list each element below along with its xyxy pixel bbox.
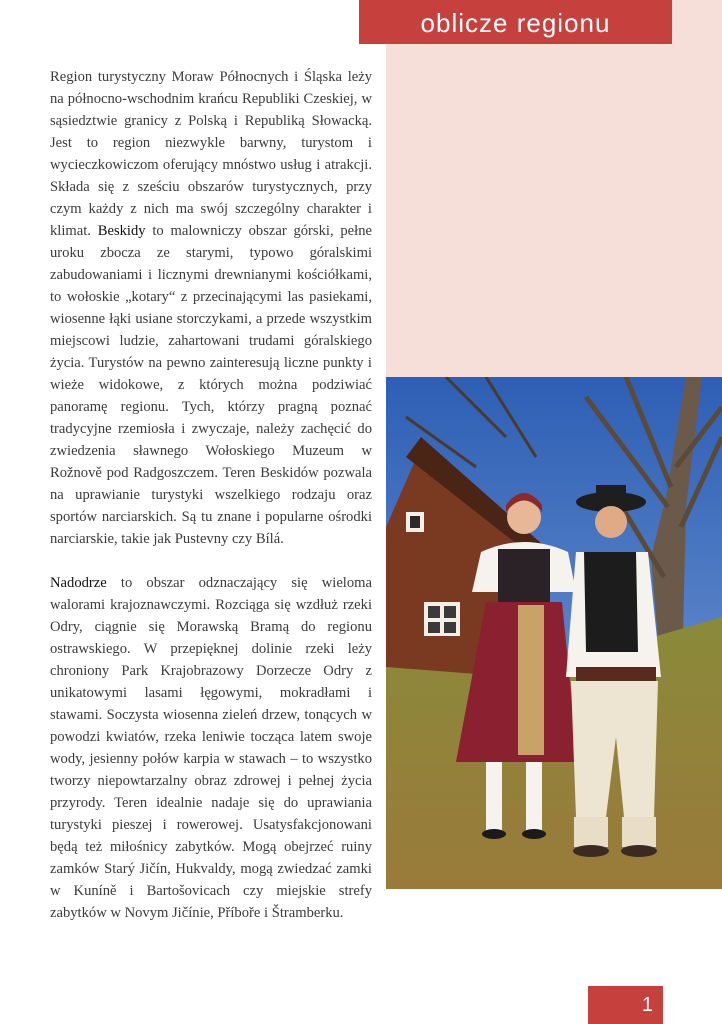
paragraph-nadodrze (50, 572, 372, 924)
section-title (359, 0, 672, 44)
paragraph-intro: Region turystyczny Moraw Północnych i Śląska leży na północno-wschodnim krańcu Republiki Czeskiej, w sąsiedztwie granicy z Polską i Republiką Słowacką. Jest to region niezwykle barwny, turystom i wycieczkowiczom oferujący mnóstwo usług i atrakcji. Składa się z sześciu obszarów turystycznych, przy czym każdy z nich ma swój szczególny charakter i klimat. (50, 69, 372, 239)
paragraph-nadodrze-body: to obszar odznaczający się wieloma walorami krajoznawczymi. Rozciąga się wzdłuż rzeki Odry, ciągnie się Morawską Bramą do regionu ostrawskiego. W przepięknej dolinie rzeki leży chroniony Park Krajobrazowy Dorzecze Odry z unikatowymi lasami łęgowymi, mokradłami i stawami. Soczysta wiosenna zieleń drzew, tonących w powodzi kwiatów, rzeka leniwie tocząca latem swoje wody, jesienny połów karpia w stawach – to wszystko tworzy niepowtarzalny obraz zdrowej i pełnej życia przyrody. Teren idealnie nadaje się do uprawiania turystyki pieszej i rowerowej. Usatysfakcjonowani będą też miłośnicy zabytków. Mogą obejrzeć ruiny zamków Starý Jičín, Hukvaldy, mogą zwiedzać zamki w Kuníně i Bartošovicach czy miejskie strefy zabytków w Novym Jičínie, Příboře i Štramberku. (50, 575, 372, 921)
paragraph-beskidy (50, 66, 372, 550)
keyword-beskidy: Beskidy (97, 223, 146, 239)
section-title-text: oblicze regionu (420, 7, 611, 38)
paragraph-beskidy-body: to malowniczy obszar górski, pełne uroku zbocza ze starymi, typowo góralskimi zabudowaniami i licznymi drewnianymi kościółkami, to wołoskie „kotary“ z przecinającymi las pasiekami, wiosenne łąki usiane storczykami, a przede wszystkim miejscowi ludzie, zahartowani trudami góralskiego życia. Turystów na pewno zainteresują liczne punkty i wieże widokowe, z których można podziwiać panoramę regionu. Tych, którzy pragną poznać tradycyjne rzemiosła i zwyczaje, należy zachęcić do zwiedzenia sławnego Wołoskiego Muzeum w Rožnově pod Radgoszczem. Teren Beskidów pozwala na uprawianie turystyki wszelkiego rodzaju oraz sportów narciarskich. Są tu znane i popularne ośrodki narciarskie, takie jak Pustevny czy Bílá. (50, 223, 372, 547)
page-number-text: 1 (641, 993, 653, 1016)
folk-costume-photo (386, 377, 722, 889)
article-body (50, 66, 372, 924)
page-number (588, 986, 663, 1024)
keyword-nadodrze: Nadodrze (50, 575, 107, 591)
decorative-panel (386, 0, 722, 377)
